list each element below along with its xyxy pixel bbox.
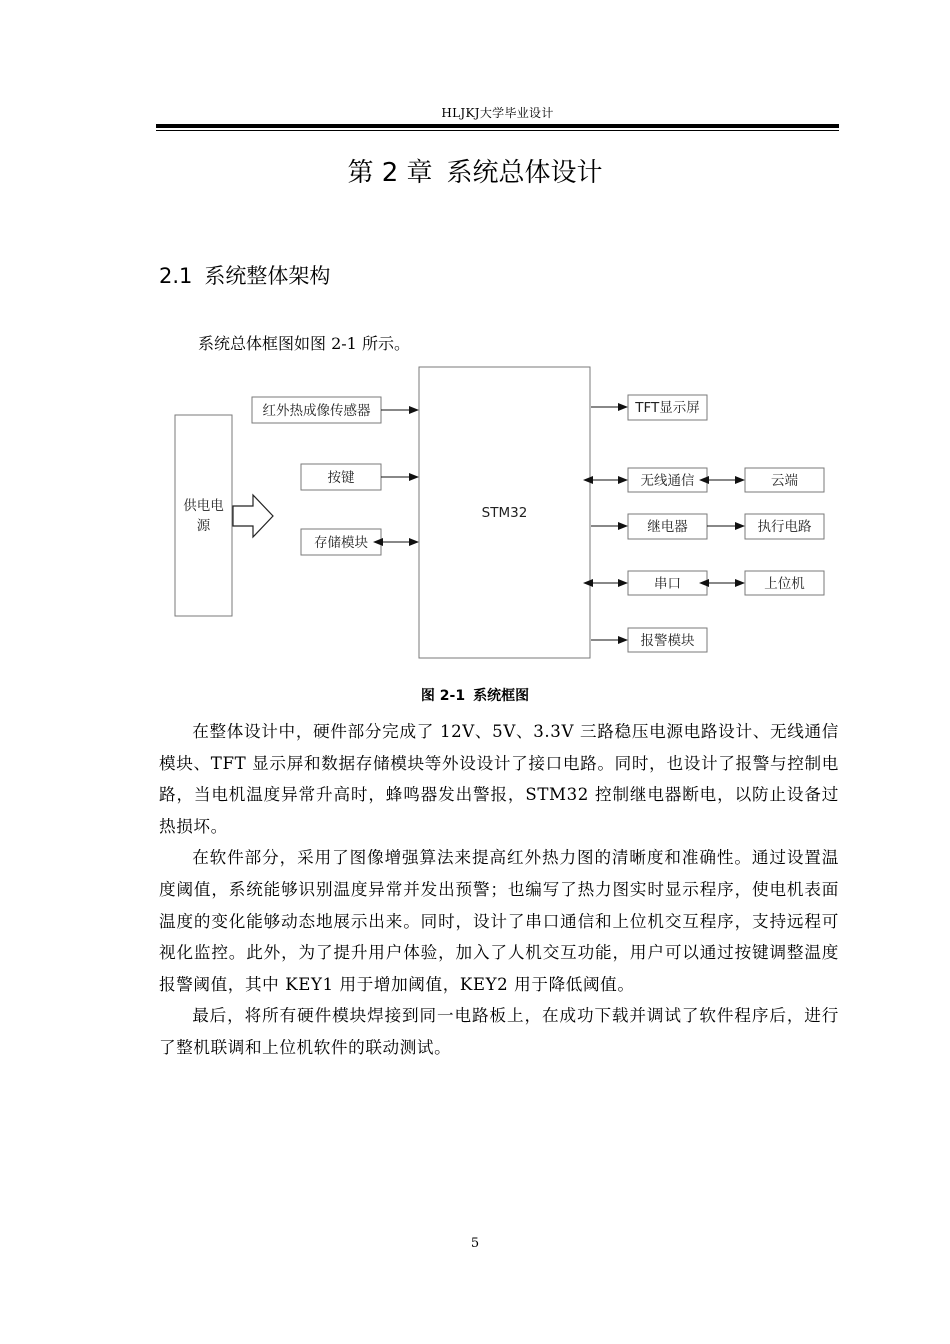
- alarm-label: 报警模块: [640, 633, 695, 649]
- chapter-title: [0, 152, 950, 189]
- keys-block: [301, 464, 381, 490]
- wireless-block: [628, 468, 707, 492]
- storage-block: [301, 529, 381, 555]
- paragraph-hardware: 在整体设计中，硬件部分完成了 12V、5V、3.3V 三路稳压电源电路设计、无线通信模块、TFT 显示屏和数据存储模块等外设设计了接口电路。同时，也设计了报警与控制电路，当电机温度异常升高时，蜂鸣器发出警报，STM32 控制继电器断电，以防止设备过热损坏。: [159, 722, 839, 836]
- ir-sensor-label: 红外热成像传感器: [262, 403, 371, 419]
- tft-display-block: [628, 395, 707, 420]
- wireless-label: 无线通信: [640, 473, 695, 489]
- paragraph-integration: 最后，将所有硬件模块焊接到同一电路板上，在成功下载并调试了软件程序后，进行了整机联调和上位机软件的联动测试。: [159, 1006, 839, 1057]
- keys-label: 按键: [327, 470, 355, 486]
- figure-caption: [0, 685, 950, 705]
- section-number: 2.1: [159, 264, 193, 288]
- alarm-block: [628, 628, 707, 652]
- section-title: [159, 260, 330, 290]
- host-pc-label: 上位机: [764, 576, 805, 592]
- relay-block: [628, 514, 707, 539]
- actuator-label: 执行电路: [757, 519, 812, 535]
- figure-caption-number: 图 2-1: [420, 688, 466, 704]
- power-hollow-arrow: [233, 495, 273, 537]
- section-name: 系统整体架构: [204, 264, 331, 288]
- tft-display-label: TFT显示屏: [635, 400, 700, 416]
- power-supply-label-line1: 供电电: [183, 498, 224, 514]
- storage-label: 存储模块: [314, 535, 368, 551]
- figure-intro: 系统总体框图如图 2-1 所示。: [198, 334, 410, 353]
- paragraph-software: 在软件部分，采用了图像增强算法来提高红外热力图的清晰度和准确性。通过设置温度阈值，系统能够识别温度异常并发出预警；也编写了热力图实时显示程序，使电机表面温度的变化能够动态地展示出来。同时，设计了串口通信和上位机交互程序，支持远程可视化监控。此外，为了提升用户体验，加入了人机交互功能，用户可以通过按键调整温度报警阈值，其中 KEY1 用于增加阈值，KEY2 用于降低阈值。: [159, 848, 839, 994]
- chapter-name: 系统总体设计: [446, 158, 603, 188]
- system-block-diagram: [0, 360, 950, 670]
- figure-caption-title: 系统框图: [473, 688, 530, 704]
- body-text: [159, 716, 839, 1064]
- stm32-label: STM32: [481, 505, 528, 521]
- header-rule-thick: [156, 124, 839, 128]
- serial-block: [628, 571, 707, 595]
- stm32-block: [419, 367, 590, 658]
- power-supply-label-line2: 源: [196, 518, 211, 534]
- power-supply-block: [175, 415, 232, 616]
- relay-label: 继电器: [647, 519, 688, 535]
- cloud-label: 云端: [771, 473, 798, 489]
- host-pc-block: [745, 571, 824, 595]
- header-rule-thin: [156, 130, 839, 131]
- chapter-number: 第 2 章: [347, 158, 433, 188]
- page-number: 5: [470, 1236, 480, 1251]
- running-header: HLJKJ大学毕业设计: [441, 106, 554, 120]
- ir-sensor-block: [252, 397, 381, 423]
- cloud-block: [745, 468, 824, 492]
- serial-label: 串口: [654, 576, 681, 592]
- actuator-block: [745, 514, 824, 539]
